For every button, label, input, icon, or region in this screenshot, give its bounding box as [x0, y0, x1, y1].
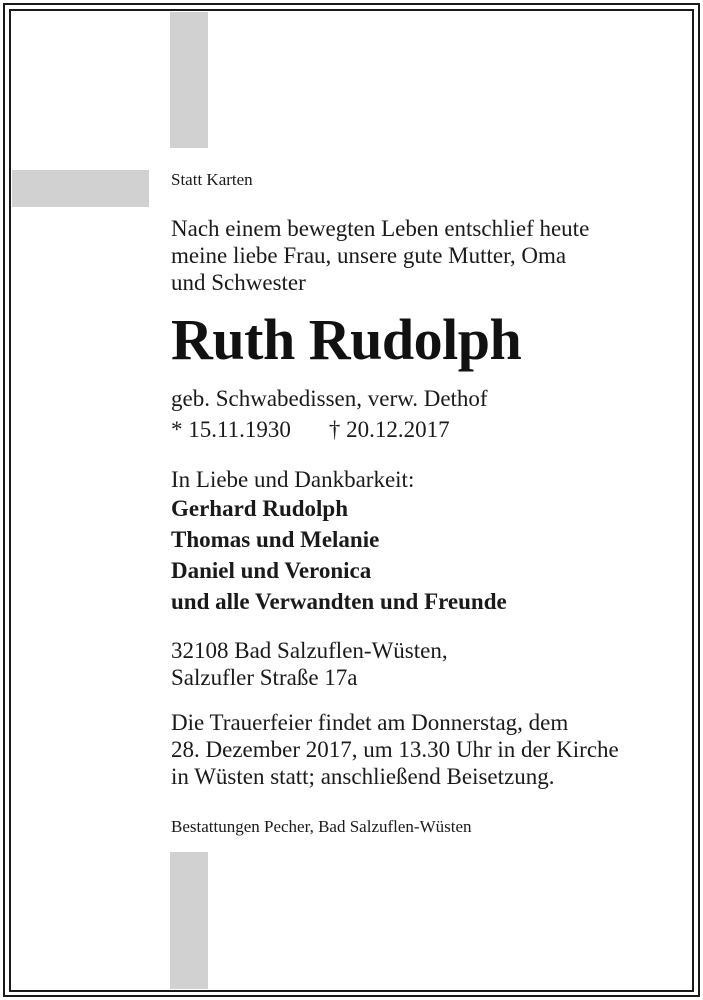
funeral-line: in Wüsten statt; anschließend Beisetzung.: [171, 764, 555, 789]
mourner-name: Daniel und Veronica: [171, 558, 372, 583]
mourner-name: Thomas und Melanie: [171, 527, 380, 552]
life-dates: [171, 416, 450, 443]
cross-bottom-bar: [170, 852, 208, 989]
funeral-line: 28. Dezember 2017, um 13.30 Uhr in der Kirche: [171, 737, 619, 762]
cross-arm-bar: [12, 170, 149, 207]
funeral-line: Die Trauerfeier findet am Donnerstag, dem: [171, 710, 569, 735]
statt-karten-label: Statt Karten: [171, 170, 253, 189]
intro-line: Nach einem bewegten Leben entschlief heute: [171, 216, 590, 241]
address-line: 32108 Bad Salzuflen-Wüsten,: [171, 638, 448, 663]
birth-names: geb. Schwabedissen, verw. Dethof: [171, 386, 488, 411]
intro-text: [171, 215, 589, 296]
intro-line: und Schwester: [171, 270, 306, 295]
mourner-name: Gerhard Rudolph: [171, 496, 349, 521]
deceased-name: Ruth Rudolph: [171, 307, 522, 372]
address-block: [171, 637, 448, 691]
address-line: Salzufler Straße 17a: [171, 665, 358, 690]
cross-top-bar: [170, 12, 208, 148]
mourner-name: und alle Verwandten und Freunde: [171, 589, 507, 614]
mourners-intro: In Liebe und Dankbarkeit:: [171, 467, 415, 492]
intro-line: meine liebe Frau, unsere gute Mutter, Oma: [171, 243, 567, 268]
funeral-info: [171, 709, 619, 790]
birth-date: * 15.11.1930: [171, 417, 291, 442]
death-date: † 20.12.2017: [328, 417, 450, 442]
mourners-list: [171, 493, 507, 617]
undertaker-label: Bestattungen Pecher, Bad Salzuflen-Wüsten: [171, 817, 472, 836]
